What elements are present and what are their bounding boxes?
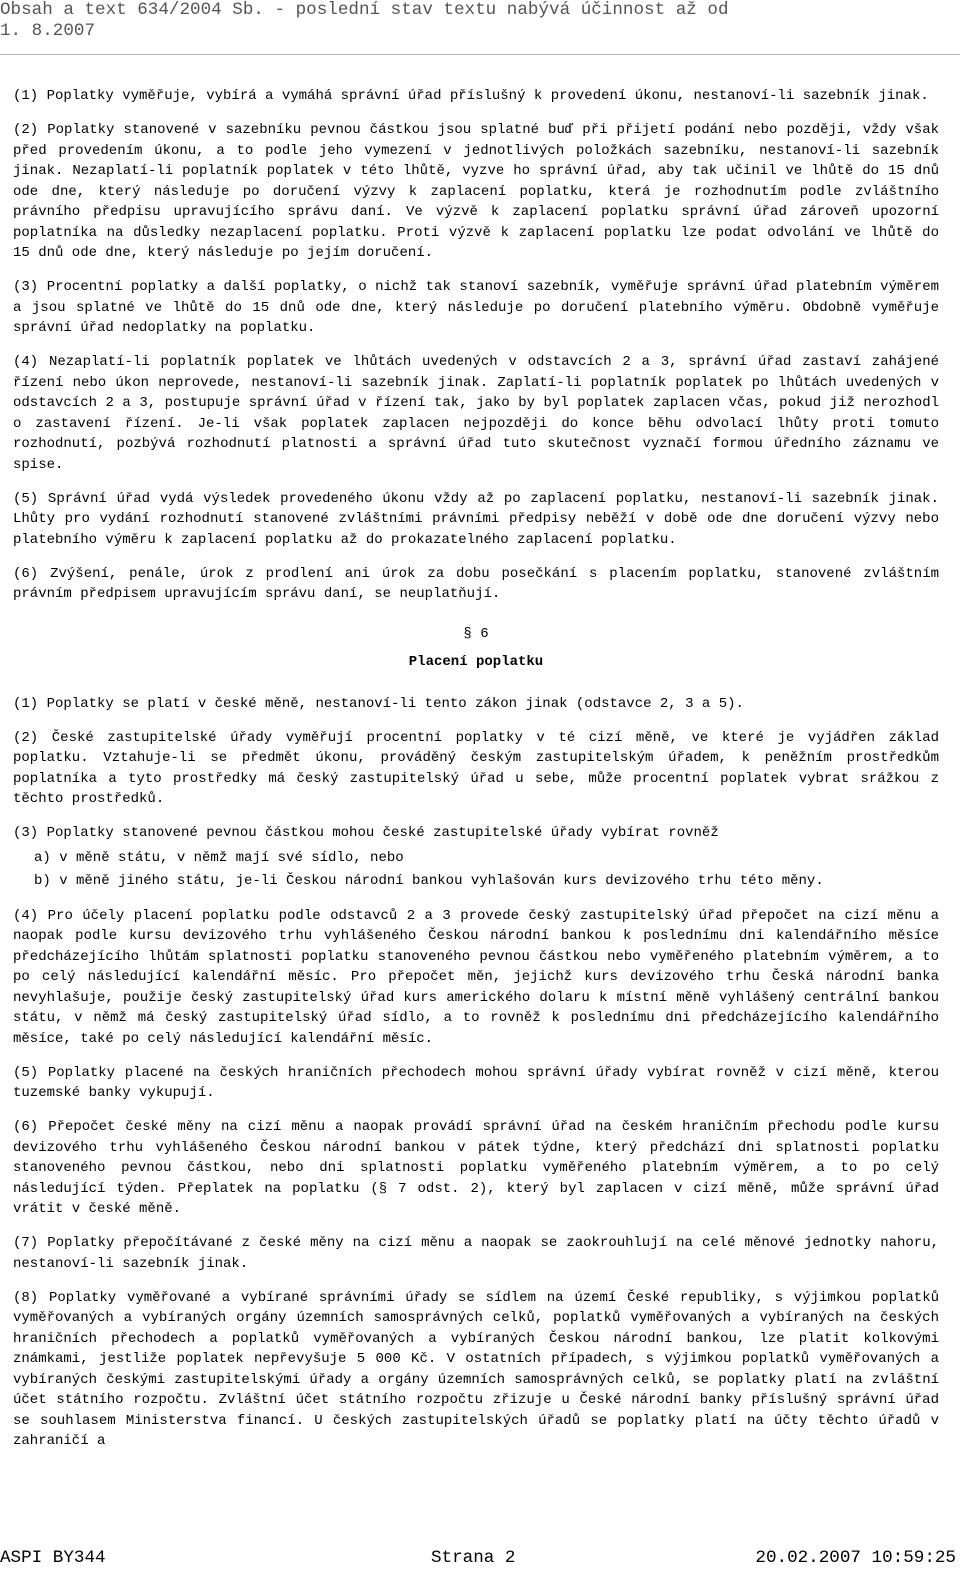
paragraph-5-2: (2) Poplatky stanovené v sazebníku pevnou částkou jsou splatné buď při přijetí podání nebo později, vždy však před provedením úkonu, a to podle jeho vymezení v jednotlivých položkách sazebníku, nestanoví-li sazebník jinak. Nezaplatí-li poplatník poplatek v této lhůtě, vyzve ho správní úřad, aby tak učinil ve lhůtě do 15 dnů ode dne, který následuje po doručení výzvy k zaplacení poplatku, která je rozhodnutím podle zvláštního právního předpisu upravujícího správu daní. Ve výzvě k zaplacení poplatku správní úřad zároveň upozorní poplatníka na důsledky nezaplacení poplatku. Proti výzvě k zaplacení poplatku lze podat odvolání ve lhůtě do 15 dnů ode dne, který následuje po jejím doručení. xyxy=(13,122,939,261)
paragraph-5-4: (4) Nezaplatí-li poplatník poplatek ve lhůtách uvedených v odstavcích 2 a 3, správní úřad zastaví zahájené řízení nebo úkon neprovede, nestanoví-li sazebník jinak. Zaplatí-li poplatník poplatek po lhůtách uvedených v odstavcích 2 a 3, postupuje správní úřad v řízení tak, jako by byl poplatek zaplacen včas, pokud již nerozhodl o zastavení řízení. Je-li však poplatek zaplacen nejpozději do konce běhu odvolací lhůty proti tomuto rozhodnutí, pozbývá rozhodnutí platnosti a správní úřad tuto skutečnost vyznačí formou úředního záznamu ve spise. xyxy=(13,354,939,473)
paragraph-6-6: (6) Přepočet české měny na cizí měnu a naopak provádí správní úřad na českém hraničním přechodu podle kursu devizového trhu vyhlášeného Českou národní bankou v pátek týdne, který předchází dni splatnosti poplatku stanoveného pevnou částkou, nebo dni splatnosti poplatku vyměřeného platebním výměrem, a to po celý následující týden. Přeplatek na poplatku (§ 7 odst. 2), který byl zaplacen v cizí měně, může správní úřad vrátit v české měně. xyxy=(13,1119,939,1217)
footer-timestamp: 20.02.2007 10:59:25 xyxy=(755,1548,956,1568)
paragraph-6-5: (5) Poplatky placené na českých hraničních přechodech mohou správní úřady vybírat rovněž v cizí měně, kterou tuzemské banky vykupují. xyxy=(13,1064,939,1101)
document-footer xyxy=(0,1547,960,1570)
paragraph-5-5: (5) Správní úřad vydá výsledek provedeného úkonu vždy až po zaplacení poplatku, nestanoví-li sazebník jinak. Lhůty pro vydání rozhodnutí stanovené zvláštními právními předpisy neběží v době ode dne doručení výzvy nebo platebního výměru k zaplacení poplatku až do prokazatelného zaplacení poplatku. xyxy=(13,490,939,548)
paragraph-6-2: (2) České zastupitelské úřady vyměřují procentní poplatky v té cizí měně, ve které je vyjádřen základ poplatku. Vztahuje-li se předmět úkonu, prováděný českým zastupitelským úřadem, k peněžním prostředkům poplatníka a tyto prostředky má český zastupitelský úřad u sebe, může procentní poplatek vybrat srážkou z těchto prostředků. xyxy=(13,729,939,807)
document-body xyxy=(13,86,939,1465)
paragraph-6-1: (1) Poplatky se platí v české měně, nestanoví-li tento zákon jinak (odstavce 2, 3 a 5). xyxy=(13,695,744,712)
paragraph-6-7: (7) Poplatky přepočítávané z české měny na cizí měnu a naopak se zaokrouhlují na celé měnové jednotky nahoru, nestanoví-li sazebník jinak. xyxy=(13,1235,939,1272)
section-title: Placení poplatku xyxy=(408,653,544,670)
paragraph-5-6: (6) Zvýšení, penále, úrok z prodlení ani úrok za dobu posečkání s placením poplatku, stanovené zvláštním právním předpisem upravujícím správu daní, se neuplatňují. xyxy=(13,565,939,602)
header-title-line1: Obsah a text 634/2004 Sb. - poslední stav textu nabývá účinnost až od xyxy=(0,0,729,20)
paragraph-5-3: (3) Procentní poplatky a další poplatky, o nichž tak stanoví sazebník, vyměřuje správní úřad platebním výměrem a jsou splatné ve lhůtě do 15 dnů ode dne, který následuje po doručení platebního výměru. Obdobně vyměřuje správní úřad nedoplatky na poplatku. xyxy=(13,279,939,336)
footer-page-number: Strana 2 xyxy=(431,1548,516,1568)
list-item-a: a) v měně státu, v němž mají své sídlo, nebo xyxy=(34,849,404,866)
paragraph-6-3-intro: (3) Poplatky stanovené pevnou částkou mohou české zastupitelské úřady vybírat rovněž xyxy=(13,825,719,841)
paragraph-6-3 xyxy=(13,823,939,893)
paragraph-6-4: (4) Pro účely placení poplatku podle odstavců 2 a 3 provede český zastupitelský úřad přepočet na cizí měnu a naopak podle kursu devizového trhu vyhlášeného Českou národní bankou k poslednímu dni kalendářního měsíce předcházejícího lhůtám splatnosti poplatku stanoveného pevnou částkou nebo vyměřeného platebním výměrem, a to po celý následující kalendářní měsíc. Pro přepočet měn, jejichž kurs devizového trhu Česká národní banka nevyhlašuje, použije český zastupitelský úřad kurs amerického dolaru k místní měně vyhlášený centrální bankou státu, v němž má český zastupitelský úřad sídlo, a to rovněž k poslednímu dni předcházejícího kalendářního měsíce, také po celý následující kalendářní měsíc. xyxy=(13,907,939,1047)
footer-source: ASPI BY344 xyxy=(0,1548,106,1568)
paragraph-5-1: (1) Poplatky vyměřuje, vybírá a vymáhá správní úřad příslušný k provedení úkonu, nestanoví-li sazebník jinak. xyxy=(13,88,929,104)
paragraph-6-8: (8) Poplatky vyměřované a vybírané správními úřady se sídlem na území České republiky, s výjimkou poplatků vyměřovaných a vybíraných orgány územních samosprávných celků, poplatků vyměřovaných a vybíraných na českých hraničních přechodech a poplatků vyměřovaných a vybíraných Českou národní bankou, lze platit kolkovými známkami, jestliže poplatek nepřevyšuje 5 000 Kč. V ostatních případech, s výjimkou poplatků vyměřovaných a vybíraných českými zastupitelskými úřady a orgány územních samosprávných celků, se poplatky platí na zvláštní účet státního rozpočtu. Zvláštní účet státního rozpočtu zřizuje u České národní banky příslušný správní úřad se souhlasem Ministerstva financí. U českých zastupitelských úřadů se poplatky platí na účty těchto úřadů v zahraničí a xyxy=(13,1289,939,1449)
list-item-b: b) v měně jiného státu, je-li Českou národní bankou vyhlašován kurs devizového trhu této měny. xyxy=(34,872,824,889)
header-title-line2: 1. 8.2007 xyxy=(0,21,96,41)
document-header xyxy=(0,0,960,55)
section-mark: § 6 xyxy=(463,625,489,642)
